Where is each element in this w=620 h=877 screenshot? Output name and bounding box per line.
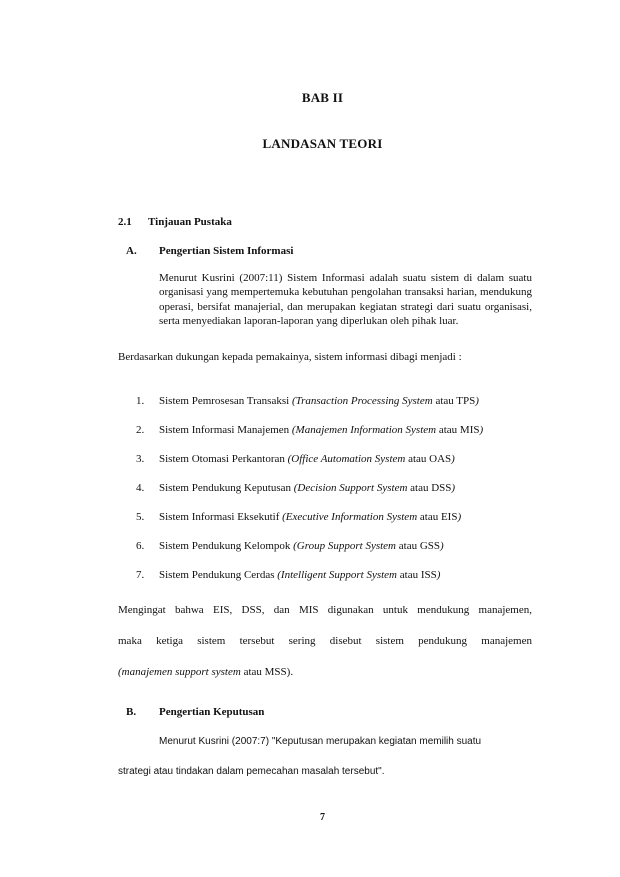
chapter-label: BAB II xyxy=(301,90,344,105)
section-title: Tinjauan Pustaka xyxy=(148,216,232,228)
summary-line-2: maka ketiga sistem tersebut sering disebut sistem pendukung manajemen xyxy=(118,635,532,647)
list-item: 3. Sistem Otomasi Perkantoran (Office Automation System atau OAS) xyxy=(136,453,455,465)
summary-line-1: Mengingat bahwa EIS, DSS, dan MIS digunakan untuk mendukung manajemen, xyxy=(118,604,532,616)
section-number: 2.1 xyxy=(118,216,132,228)
subsection-a-title: Pengertian Sistem Informasi xyxy=(159,245,294,257)
keputusan-line-1: Menurut Kusrini (2007:7) "Keputusan merupakan kegiatan memilih suatu xyxy=(159,736,482,747)
list-item: 1. Sistem Pemrosesan Transaksi (Transaction Processing System atau TPS) xyxy=(136,395,479,407)
subsection-b-title: Pengertian Keputusan xyxy=(159,706,265,718)
subsection-a-letter: A. xyxy=(126,245,137,257)
page-number: 7 xyxy=(320,812,325,823)
subsection-b-heading xyxy=(126,706,264,718)
list-item: 4. Sistem Pendukung Keputusan (Decision Support System atau DSS) xyxy=(136,482,456,494)
list-item: 6. Sistem Pendukung Kelompok (Group Support System atau GSS) xyxy=(136,540,444,552)
section-heading xyxy=(118,216,232,228)
subsection-b-letter: B. xyxy=(126,706,137,718)
chapter-title: LANDASAN TEORI xyxy=(262,136,383,151)
subsection-a-heading xyxy=(126,245,293,257)
list-item: 2. Sistem Informasi Manajemen (Manajemen Information System atau MIS) xyxy=(136,424,484,436)
quote-kusrini-sistem-informasi: Menurut Kusrini (2007:11) Sistem Informasi adalah suatu sistem di dalam suatu organisasi yang mempertemuka kebutuhan pengolahan transaksi harian, mendukung operasi, bersifat manajerial, dan merupakan kegiatan strategi dari suatu organisasi, serta menyediakan laporan-laporan yang diperlukan oleh pihak luar. xyxy=(159,272,532,328)
list-item: 5. Sistem Informasi Eksekutif (Executive Information System atau EIS) xyxy=(136,511,462,523)
intro-paragraph: Berdasarkan dukungan kepada pemakainya, sistem informasi dibagi menjadi : xyxy=(118,351,462,363)
summary-line-3: (manajemen support system atau MSS). xyxy=(118,666,294,678)
keputusan-line-2: strategi atau tindakan dalam pemecahan masalah tersebut". xyxy=(118,766,385,777)
list-item: 7. Sistem Pendukung Cerdas (Intelligent Support System atau ISS) xyxy=(136,569,441,581)
